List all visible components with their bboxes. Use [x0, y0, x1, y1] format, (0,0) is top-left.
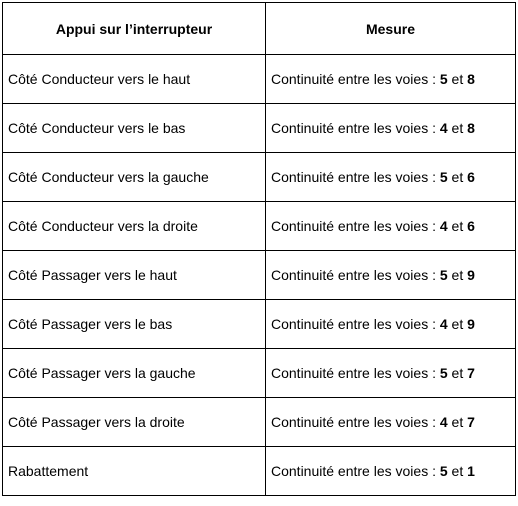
pin-a-number: 5: [439, 71, 448, 87]
measure-cell: [266, 349, 516, 398]
measure-cell: [266, 104, 516, 153]
measure-joiner: et: [447, 316, 468, 332]
table-body: [3, 55, 516, 496]
pin-b-number: 7: [467, 365, 475, 381]
measure-cell: [266, 202, 516, 251]
measure-joiner: et: [447, 71, 468, 87]
table-row: [3, 55, 516, 104]
measure-joiner: et: [447, 169, 468, 185]
measure-joiner: et: [447, 463, 468, 479]
switch-press-cell: Côté Conducteur vers le haut: [3, 55, 266, 104]
table-row: [3, 300, 516, 349]
measure-joiner: et: [447, 414, 468, 430]
column-header-measure: Mesure: [266, 3, 516, 55]
pin-b-number: 6: [467, 169, 475, 185]
pin-b-number: 8: [467, 71, 475, 87]
switch-press-cell: Rabattement: [3, 447, 266, 496]
pin-a-number: 4: [439, 316, 448, 332]
table-row: [3, 349, 516, 398]
measure-prefix: Continuité entre les voies :: [271, 169, 440, 185]
measure-joiner: et: [447, 120, 468, 136]
switch-press-cell: Côté Conducteur vers la droite: [3, 202, 266, 251]
measure-prefix: Continuité entre les voies :: [271, 463, 440, 479]
measure-cell: [266, 153, 516, 202]
pin-a-number: 5: [439, 463, 448, 479]
pin-b-number: 8: [467, 120, 475, 136]
pin-b-number: 6: [467, 218, 475, 234]
measure-prefix: Continuité entre les voies :: [271, 218, 440, 234]
switch-press-cell: Côté Passager vers le bas: [3, 300, 266, 349]
table-row: [3, 104, 516, 153]
switch-press-cell: Côté Passager vers la droite: [3, 398, 266, 447]
switch-press-cell: Côté Passager vers la gauche: [3, 349, 266, 398]
measure-cell: [266, 447, 516, 496]
pin-b-number: 1: [467, 463, 475, 479]
table-row: [3, 202, 516, 251]
table-row: [3, 153, 516, 202]
switch-press-cell: Côté Conducteur vers la gauche: [3, 153, 266, 202]
table-row: [3, 398, 516, 447]
measure-prefix: Continuité entre les voies :: [271, 71, 440, 87]
measure-prefix: Continuité entre les voies :: [271, 316, 440, 332]
table-row: [3, 251, 516, 300]
switch-press-cell: Côté Passager vers le haut: [3, 251, 266, 300]
measure-prefix: Continuité entre les voies :: [271, 365, 440, 381]
pin-a-number: 5: [439, 267, 448, 283]
switch-press-cell: Côté Conducteur vers le bas: [3, 104, 266, 153]
measure-joiner: et: [447, 365, 468, 381]
measure-prefix: Continuité entre les voies :: [271, 120, 440, 136]
measure-cell: [266, 300, 516, 349]
pin-a-number: 4: [439, 120, 448, 136]
switch-continuity-table: [2, 2, 516, 496]
pin-a-number: 5: [439, 169, 448, 185]
pin-a-number: 4: [439, 218, 448, 234]
column-header-switch-press: Appui sur l’interrupteur: [3, 3, 266, 55]
measure-cell: [266, 55, 516, 104]
measure-cell: [266, 251, 516, 300]
pin-b-number: 9: [467, 267, 475, 283]
pin-b-number: 9: [467, 316, 475, 332]
pin-a-number: 5: [439, 365, 448, 381]
measure-prefix: Continuité entre les voies :: [271, 267, 440, 283]
pin-b-number: 7: [467, 414, 475, 430]
table-header-row: [3, 3, 516, 55]
measure-cell: [266, 398, 516, 447]
measure-joiner: et: [447, 267, 468, 283]
table-row: [3, 447, 516, 496]
pin-a-number: 4: [439, 414, 448, 430]
measure-joiner: et: [447, 218, 468, 234]
measure-prefix: Continuité entre les voies :: [271, 414, 440, 430]
